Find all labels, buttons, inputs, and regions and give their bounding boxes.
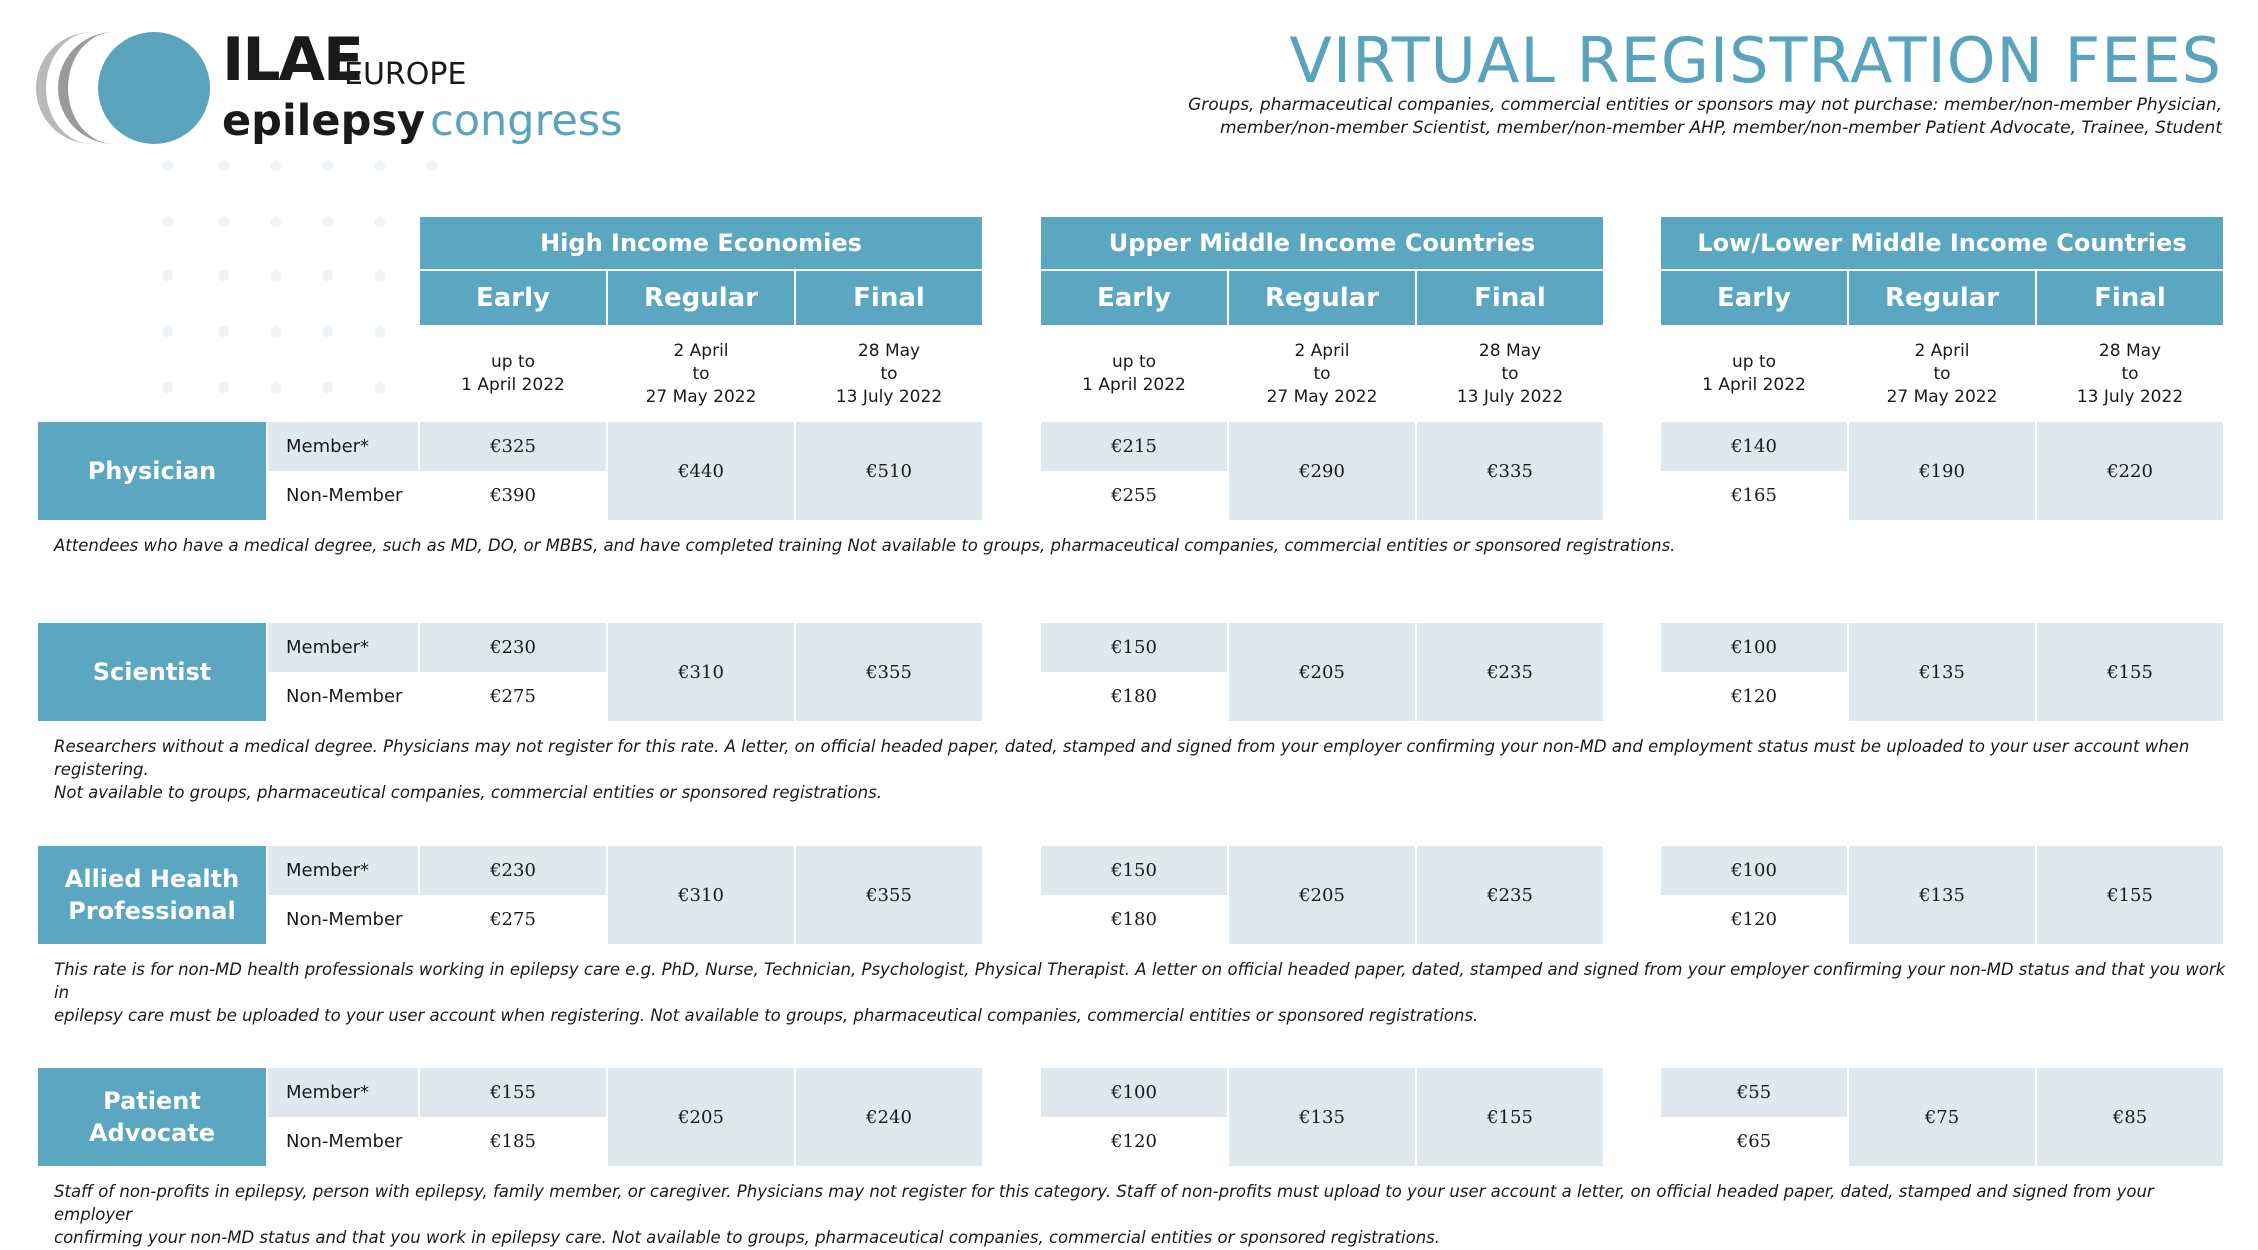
period-date-line: 1 April 2022 — [461, 375, 565, 395]
price-early-nonmember: €180 — [1041, 895, 1227, 944]
period-date-line: 28 May — [1478, 340, 1542, 361]
price-final: €85 — [2037, 1068, 2223, 1166]
decor-dot — [270, 382, 281, 393]
decor-dot — [374, 160, 385, 171]
price-final: €335 — [1417, 422, 1603, 520]
logo-wordmark — [222, 96, 623, 146]
price-early-member: €230 — [420, 846, 606, 895]
price-regular: €190 — [1849, 422, 2035, 520]
decor-dot — [218, 382, 229, 393]
price-early-nonmember: €120 — [1661, 895, 1847, 944]
logo-region: EUROPE — [344, 57, 467, 92]
member-type-nonmember: Non-Member — [268, 672, 418, 721]
period-date-line: 27 May 2022 — [1886, 386, 1998, 407]
decor-dot — [218, 270, 229, 281]
period-date-line: 28 May — [2098, 340, 2162, 361]
period-date-line: 28 May — [857, 340, 921, 361]
decor-dot — [270, 326, 281, 337]
period-date — [1417, 334, 1603, 414]
period-header-early: Early — [1661, 271, 1847, 325]
decor-dot — [162, 326, 173, 337]
price-early-member: €100 — [1041, 1068, 1227, 1117]
logo-word-congress: congress — [430, 96, 623, 146]
price-final: €235 — [1417, 623, 1603, 721]
category-label — [38, 1068, 266, 1166]
description-line: This rate is for non-MD health professionals working in epilepsy care e.g. PhD, Nurse, Technician, Psychologist, Physical Therapist. A letter on official headed paper, dated, stamped and signed from your employer confirming your non-MD status and that you work in — [54, 960, 2226, 1002]
price-early-nonmember: €185 — [420, 1117, 606, 1166]
category-label — [38, 623, 266, 721]
decor-dot — [374, 270, 385, 281]
purchase-note-line-1: Groups, pharmaceutical companies, commercial entities or sponsors may not purchase: member/non-member Physician, — [1188, 95, 2222, 115]
decor-dot — [322, 216, 333, 227]
price-early-member: €325 — [420, 422, 606, 471]
description-line: Staff of non-profits in epilepsy, person with epilepsy, family member, or caregiver. Physicians may not register for this category. Staff of non-profits must upload to your user account a letter, on official headed paper, dated, stamped and signed from your employer — [54, 1182, 2154, 1224]
description-line: epilepsy care must be uploaded to your user account when registering. Not available to groups, pharmaceutical companies, commercial entities or sponsored registrations. — [54, 1006, 1479, 1025]
price-early-member: €150 — [1041, 846, 1227, 895]
decor-dot — [162, 160, 173, 171]
period-date-line: 27 May 2022 — [645, 386, 757, 407]
period-date-line: to — [1501, 363, 1519, 384]
period-header-regular: Regular — [1229, 271, 1415, 325]
period-date-line: up to — [1111, 352, 1157, 372]
region-header: Upper Middle Income Countries — [1041, 217, 1603, 269]
period-date-line: 1 April 2022 — [1702, 375, 1806, 395]
category-label-line: Professional — [68, 897, 236, 925]
period-date-line: to — [880, 363, 898, 384]
price-regular: €310 — [608, 623, 794, 721]
category-description — [54, 735, 2234, 804]
category-description — [54, 958, 2234, 1027]
price-early-member: €215 — [1041, 422, 1227, 471]
price-early-nonmember: €120 — [1041, 1117, 1227, 1166]
period-date — [2037, 334, 2223, 414]
region-header: High Income Economies — [420, 217, 982, 269]
member-type-member: Member* — [268, 422, 418, 471]
category-label-line: Scientist — [92, 658, 212, 686]
decor-dot — [218, 216, 229, 227]
purchase-note-line-2: member/non-member Scientist, member/non-member AHP, member/non-member Patient Advocate, Trainee, Student — [1219, 118, 2222, 138]
period-date-line: to — [1933, 363, 1951, 384]
member-type-nonmember: Non-Member — [268, 471, 418, 520]
price-regular: €205 — [1229, 846, 1415, 944]
price-final: €155 — [1417, 1068, 1603, 1166]
period-date — [1041, 334, 1227, 414]
member-type-member: Member* — [268, 846, 418, 895]
price-early-nonmember: €275 — [420, 895, 606, 944]
category-label-line: Patient Advocate — [88, 1087, 216, 1147]
decor-dot — [162, 270, 173, 281]
period-date-line: 13 July 2022 — [2076, 386, 2184, 407]
period-date-line: 2 April — [1914, 340, 1970, 361]
period-header-early: Early — [1041, 271, 1227, 325]
price-early-member: €100 — [1661, 623, 1847, 672]
decor-dot — [374, 382, 385, 393]
logo-circle — [98, 32, 210, 144]
period-date-line: 13 July 2022 — [1456, 386, 1564, 407]
page-title: VIRTUAL REGISTRATION FEES — [1289, 24, 2222, 97]
period-header-final: Final — [1417, 271, 1603, 325]
price-early-nonmember: €255 — [1041, 471, 1227, 520]
price-regular: €310 — [608, 846, 794, 944]
decor-dot — [322, 160, 333, 171]
period-header-final: Final — [2037, 271, 2223, 325]
decor-dot — [374, 326, 385, 337]
price-regular: €75 — [1849, 1068, 2035, 1166]
period-date — [608, 334, 794, 414]
description-line: confirming your non-MD status and that you work in epilepsy care. Not available to groups, pharmaceutical companies, commercial entities or sponsored registrations. — [54, 1228, 1440, 1247]
decor-dot — [322, 382, 333, 393]
period-date — [1849, 334, 2035, 414]
period-date — [1661, 334, 1847, 414]
price-regular: €205 — [1229, 623, 1415, 721]
price-early-member: €55 — [1661, 1068, 1847, 1117]
price-early-member: €230 — [420, 623, 606, 672]
price-regular: €135 — [1849, 623, 2035, 721]
period-date-line: to — [2121, 363, 2139, 384]
decor-dot — [270, 216, 281, 227]
period-header-regular: Regular — [1849, 271, 2035, 325]
price-final: €355 — [796, 623, 982, 721]
price-regular: €205 — [608, 1068, 794, 1166]
period-date-line: 2 April — [1294, 340, 1350, 361]
price-final: €155 — [2037, 623, 2223, 721]
period-date-line: to — [692, 363, 710, 384]
category-description — [54, 534, 2234, 557]
price-early-nonmember: €180 — [1041, 672, 1227, 721]
member-type-nonmember: Non-Member — [268, 895, 418, 944]
period-date-line: 27 May 2022 — [1266, 386, 1378, 407]
member-type-nonmember: Non-Member — [268, 1117, 418, 1166]
price-early-member: €150 — [1041, 623, 1227, 672]
decor-dot — [162, 216, 173, 227]
period-date-line: up to — [1731, 352, 1777, 372]
decor-dot — [270, 160, 281, 171]
price-final: €510 — [796, 422, 982, 520]
price-final: €155 — [2037, 846, 2223, 944]
price-final: €235 — [1417, 846, 1603, 944]
period-date-line: 13 July 2022 — [835, 386, 943, 407]
decor-dot — [426, 160, 437, 171]
price-regular: €440 — [608, 422, 794, 520]
member-type-member: Member* — [268, 623, 418, 672]
price-early-member: €155 — [420, 1068, 606, 1117]
decor-dot — [270, 270, 281, 281]
period-date — [1229, 334, 1415, 414]
price-early-nonmember: €390 — [420, 471, 606, 520]
price-final: €240 — [796, 1068, 982, 1166]
logo-brand: ILAE — [222, 25, 362, 95]
price-regular: €290 — [1229, 422, 1415, 520]
decor-dot — [322, 326, 333, 337]
price-early-nonmember: €120 — [1661, 672, 1847, 721]
price-regular: €135 — [1849, 846, 2035, 944]
price-early-member: €140 — [1661, 422, 1847, 471]
price-early-member: €100 — [1661, 846, 1847, 895]
description-line: Not available to groups, pharmaceutical companies, commercial entities or sponsored registrations. — [54, 783, 882, 802]
logo — [30, 25, 623, 158]
category-label — [38, 846, 266, 944]
price-early-nonmember: €165 — [1661, 471, 1847, 520]
decor-dot — [218, 326, 229, 337]
decor-dot — [162, 382, 173, 393]
logo-word-epilepsy: epilepsy — [222, 96, 425, 146]
price-final: €355 — [796, 846, 982, 944]
category-description — [54, 1180, 2234, 1249]
price-final: €220 — [2037, 422, 2223, 520]
period-date — [796, 334, 982, 414]
region-header: Low/Lower Middle Income Countries — [1661, 217, 2223, 269]
decor-dot — [218, 160, 229, 171]
member-type-member: Member* — [268, 1068, 418, 1117]
decor-dot — [322, 270, 333, 281]
decor-dot — [374, 216, 385, 227]
category-label-line: Allied Health — [64, 865, 240, 893]
price-early-nonmember: €65 — [1661, 1117, 1847, 1166]
price-early-nonmember: €275 — [420, 672, 606, 721]
period-header-early: Early — [420, 271, 606, 325]
period-date — [420, 334, 606, 414]
description-line: Researchers without a medical degree. Physicians may not register for this rate. A letter, on official headed paper, dated, stamped and signed from your employer confirming your non-MD and employment status must be uploaded to your user account when registering. — [54, 737, 2190, 779]
category-label-line: Physician — [87, 457, 217, 485]
category-label — [38, 422, 266, 520]
period-date-line: to — [1313, 363, 1331, 384]
period-header-regular: Regular — [608, 271, 794, 325]
period-header-final: Final — [796, 271, 982, 325]
period-date-line: up to — [490, 352, 536, 372]
period-date-line: 1 April 2022 — [1082, 375, 1186, 395]
description-line: Attendees who have a medical degree, such as MD, DO, or MBBS, and have completed training Not available to groups, pharmaceutical companies, commercial entities or sponsored registrations. — [54, 536, 1676, 555]
period-date-line: 2 April — [673, 340, 729, 361]
purchase-restriction-note — [1022, 94, 2222, 140]
price-regular: €135 — [1229, 1068, 1415, 1166]
